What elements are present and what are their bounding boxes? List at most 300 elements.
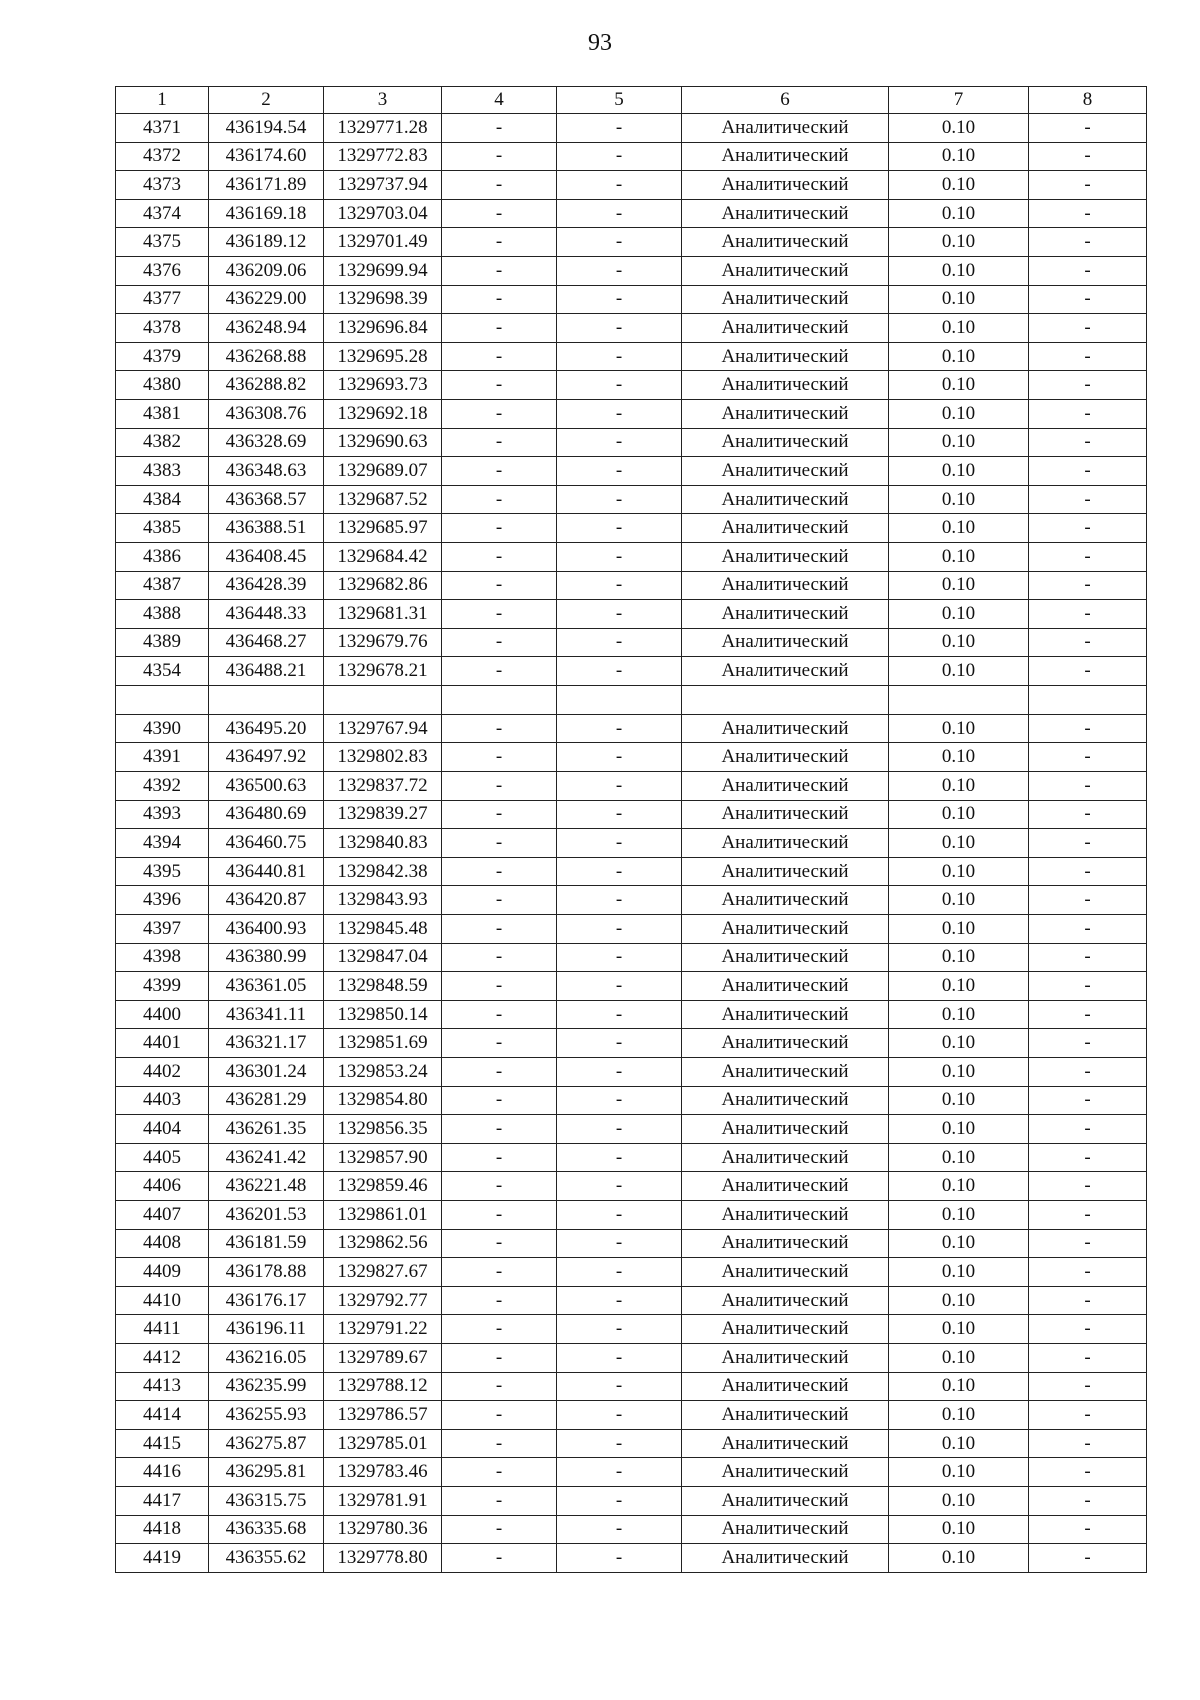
table-cell: - <box>1029 1000 1147 1029</box>
table-cell: - <box>557 1458 682 1487</box>
table-cell: Аналитический <box>682 943 889 972</box>
table-row <box>116 428 1147 457</box>
table-cell: 436368.57 <box>209 485 324 514</box>
table-cell: 1329690.63 <box>324 428 442 457</box>
table-cell: Аналитический <box>682 228 889 257</box>
table-cell: 4393 <box>116 800 209 829</box>
table-cell: 436500.63 <box>209 772 324 801</box>
table-cell: Аналитический <box>682 371 889 400</box>
table-cell: 0.10 <box>889 1258 1029 1287</box>
table-cell: - <box>557 1343 682 1372</box>
table-cell: 4404 <box>116 1115 209 1144</box>
table-cell: 1329687.52 <box>324 485 442 514</box>
table-cell: 1329692.18 <box>324 399 442 428</box>
table-cell: - <box>1029 972 1147 1001</box>
table-cell: 436335.68 <box>209 1515 324 1544</box>
table-cell: Аналитический <box>682 1515 889 1544</box>
table-cell: 0.10 <box>889 1372 1029 1401</box>
table-cell: 4396 <box>116 886 209 915</box>
table-cell <box>682 685 889 714</box>
table-cell: 0.10 <box>889 1200 1029 1229</box>
table-cell: - <box>557 428 682 457</box>
table-cell: - <box>442 314 557 343</box>
table-cell: - <box>1029 600 1147 629</box>
table-cell: 0.10 <box>889 628 1029 657</box>
table-cell: Аналитический <box>682 829 889 858</box>
table-row <box>116 1315 1147 1344</box>
table-cell: Аналитический <box>682 256 889 285</box>
table-cell: Аналитический <box>682 171 889 200</box>
table-cell: - <box>557 485 682 514</box>
table-cell: 4386 <box>116 542 209 571</box>
table-cell: 436275.87 <box>209 1429 324 1458</box>
table-cell: 4415 <box>116 1429 209 1458</box>
table-cell: - <box>1029 1258 1147 1287</box>
table-cell: - <box>557 915 682 944</box>
table-cell: Аналитический <box>682 657 889 686</box>
table-cell: - <box>557 1372 682 1401</box>
table-cell: 436328.69 <box>209 428 324 457</box>
table-cell: - <box>557 1058 682 1087</box>
table-row <box>116 256 1147 285</box>
table-cell: - <box>442 714 557 743</box>
table-cell: Аналитический <box>682 1058 889 1087</box>
table-cell: 436460.75 <box>209 829 324 858</box>
table-cell: 1329786.57 <box>324 1401 442 1430</box>
table-cell: 4407 <box>116 1200 209 1229</box>
table-cell: 436229.00 <box>209 285 324 314</box>
table-cell: 0.10 <box>889 457 1029 486</box>
table-cell: - <box>557 1029 682 1058</box>
table-cell: - <box>1029 1544 1147 1573</box>
table-cell: - <box>1029 943 1147 972</box>
table-cell: Аналитический <box>682 800 889 829</box>
table-cell: - <box>442 886 557 915</box>
table-cell: 436497.92 <box>209 743 324 772</box>
table-cell: Аналитический <box>682 199 889 228</box>
table-cell: 1329689.07 <box>324 457 442 486</box>
table-cell: 436194.54 <box>209 114 324 143</box>
table-cell: 4397 <box>116 915 209 944</box>
table-cell: 0.10 <box>889 915 1029 944</box>
table-row <box>116 485 1147 514</box>
table-cell: 4387 <box>116 571 209 600</box>
table-cell: - <box>442 228 557 257</box>
table-cell: Аналитический <box>682 628 889 657</box>
table-cell: - <box>557 342 682 371</box>
table-cell: - <box>442 600 557 629</box>
table-cell: - <box>557 1115 682 1144</box>
table-cell <box>209 685 324 714</box>
table-cell: 1329827.67 <box>324 1258 442 1287</box>
table-cell: - <box>442 1372 557 1401</box>
table-cell: 4371 <box>116 114 209 143</box>
table-cell: - <box>557 1200 682 1229</box>
table-cell: Аналитический <box>682 886 889 915</box>
table-cell: - <box>1029 714 1147 743</box>
table-row <box>116 1486 1147 1515</box>
table-row <box>116 886 1147 915</box>
table-cell: Аналитический <box>682 1029 889 1058</box>
table-cell: - <box>442 1058 557 1087</box>
table-row <box>116 1372 1147 1401</box>
table-cell: 1329850.14 <box>324 1000 442 1029</box>
table-cell: Аналитический <box>682 142 889 171</box>
table-cell: 1329696.84 <box>324 314 442 343</box>
table-cell: 4391 <box>116 743 209 772</box>
table-cell: 0.10 <box>889 314 1029 343</box>
table-cell: - <box>1029 1429 1147 1458</box>
table-cell: - <box>1029 800 1147 829</box>
table-cell: 436201.53 <box>209 1200 324 1229</box>
table-cell: 4410 <box>116 1286 209 1315</box>
table-cell: - <box>557 542 682 571</box>
table-cell: - <box>557 1515 682 1544</box>
table-cell: - <box>557 1143 682 1172</box>
table-cell: - <box>442 1544 557 1573</box>
table-cell: - <box>442 285 557 314</box>
table-cell: 436355.62 <box>209 1544 324 1573</box>
table-cell: Аналитический <box>682 571 889 600</box>
table-cell: - <box>1029 743 1147 772</box>
table-cell: - <box>442 915 557 944</box>
table-cell: 436400.93 <box>209 915 324 944</box>
table-cell: 436480.69 <box>209 800 324 829</box>
table-cell: 4411 <box>116 1315 209 1344</box>
table-cell: - <box>442 857 557 886</box>
table-cell: 4375 <box>116 228 209 257</box>
table-row <box>116 1058 1147 1087</box>
table-row <box>116 857 1147 886</box>
table-cell: 4412 <box>116 1343 209 1372</box>
table-cell: 4419 <box>116 1544 209 1573</box>
table-cell: - <box>442 514 557 543</box>
table-cell: 4417 <box>116 1486 209 1515</box>
table-row <box>116 915 1147 944</box>
table-cell: - <box>557 256 682 285</box>
table-row <box>116 943 1147 972</box>
table-cell: 0.10 <box>889 600 1029 629</box>
table-cell: 4385 <box>116 514 209 543</box>
table-cell: 436341.11 <box>209 1000 324 1029</box>
table-cell <box>557 685 682 714</box>
table-cell: 0.10 <box>889 1486 1029 1515</box>
table-cell: - <box>442 1172 557 1201</box>
table-row <box>116 571 1147 600</box>
table-cell: 1329837.72 <box>324 772 442 801</box>
table-cell: Аналитический <box>682 1258 889 1287</box>
table-cell: - <box>442 1286 557 1315</box>
table-row <box>116 457 1147 486</box>
table-cell: - <box>557 829 682 858</box>
table-cell: 4382 <box>116 428 209 457</box>
table-cell: 436169.18 <box>209 199 324 228</box>
table-cell: - <box>442 1315 557 1344</box>
table-cell: - <box>1029 1115 1147 1144</box>
table-cell: - <box>1029 1458 1147 1487</box>
table-cell: 1329861.01 <box>324 1200 442 1229</box>
table-cell: - <box>1029 171 1147 200</box>
table-cell: - <box>557 1401 682 1430</box>
table-cell: 1329681.31 <box>324 600 442 629</box>
table-cell: - <box>442 342 557 371</box>
table-row <box>116 1258 1147 1287</box>
table-cell: - <box>557 1315 682 1344</box>
table-row <box>116 1401 1147 1430</box>
table-cell: - <box>442 657 557 686</box>
table-cell: 436388.51 <box>209 514 324 543</box>
table-cell: - <box>1029 886 1147 915</box>
table-cell: - <box>1029 457 1147 486</box>
table-header-row <box>116 87 1147 114</box>
table-cell: 4388 <box>116 600 209 629</box>
table-cell: 436248.94 <box>209 314 324 343</box>
table-cell: - <box>557 772 682 801</box>
table-cell: 1329778.80 <box>324 1544 442 1573</box>
table-cell: 436295.81 <box>209 1458 324 1487</box>
table-cell: Аналитический <box>682 285 889 314</box>
table-cell: 0.10 <box>889 114 1029 143</box>
table-row <box>116 1000 1147 1029</box>
table-cell: - <box>557 399 682 428</box>
table-cell: 1329685.97 <box>324 514 442 543</box>
table-cell: 0.10 <box>889 285 1029 314</box>
table-cell: - <box>1029 1086 1147 1115</box>
table-cell: - <box>557 371 682 400</box>
table-cell: 436361.05 <box>209 972 324 1001</box>
table-cell: 4383 <box>116 457 209 486</box>
table-cell: 0.10 <box>889 1000 1029 1029</box>
table-cell: - <box>442 743 557 772</box>
table-cell: 0.10 <box>889 1086 1029 1115</box>
table-cell <box>324 685 442 714</box>
table-cell: - <box>442 1229 557 1258</box>
table-cell: - <box>442 256 557 285</box>
table-cell: 4376 <box>116 256 209 285</box>
table-row <box>116 600 1147 629</box>
table-cell: - <box>557 743 682 772</box>
table-cell: 4378 <box>116 314 209 343</box>
table-cell: - <box>1029 228 1147 257</box>
table-cell: - <box>1029 772 1147 801</box>
table-row <box>116 342 1147 371</box>
table-cell: - <box>557 1486 682 1515</box>
table-cell: 436468.27 <box>209 628 324 657</box>
table-cell: 4372 <box>116 142 209 171</box>
table-cell: - <box>442 428 557 457</box>
table-cell: Аналитический <box>682 743 889 772</box>
table-cell: 436221.48 <box>209 1172 324 1201</box>
table-cell: 1329788.12 <box>324 1372 442 1401</box>
table-cell: - <box>442 1401 557 1430</box>
table-row <box>116 171 1147 200</box>
table-cell: 436348.63 <box>209 457 324 486</box>
table-cell: 0.10 <box>889 485 1029 514</box>
table-cell <box>116 685 209 714</box>
table-cell: 4380 <box>116 371 209 400</box>
table-cell: 4373 <box>116 171 209 200</box>
table-cell: - <box>442 457 557 486</box>
table-cell: - <box>557 943 682 972</box>
table-cell: - <box>442 1486 557 1515</box>
table-cell: 1329848.59 <box>324 972 442 1001</box>
table-cell: 0.10 <box>889 1172 1029 1201</box>
table-cell: - <box>1029 1343 1147 1372</box>
table-cell: 4418 <box>116 1515 209 1544</box>
table-cell: 436448.33 <box>209 600 324 629</box>
table-cell: - <box>442 1000 557 1029</box>
table-cell: Аналитический <box>682 1229 889 1258</box>
table-cell: - <box>557 571 682 600</box>
table-cell: Аналитический <box>682 1172 889 1201</box>
table-cell: 436428.39 <box>209 571 324 600</box>
table-row <box>116 657 1147 686</box>
table-cell: Аналитический <box>682 428 889 457</box>
table-cell: Аналитический <box>682 1200 889 1229</box>
table-cell: 0.10 <box>889 199 1029 228</box>
table-cell: - <box>1029 256 1147 285</box>
table-row <box>116 1229 1147 1258</box>
table-row <box>116 800 1147 829</box>
table-cell: - <box>557 171 682 200</box>
table-cell: - <box>1029 1229 1147 1258</box>
table-cell: Аналитический <box>682 714 889 743</box>
table-cell: 0.10 <box>889 1515 1029 1544</box>
table-cell: 436315.75 <box>209 1486 324 1515</box>
table-cell: 4398 <box>116 943 209 972</box>
table-cell: - <box>1029 285 1147 314</box>
table-cell: - <box>442 800 557 829</box>
table-cell: - <box>442 371 557 400</box>
table-cell: - <box>557 1429 682 1458</box>
table-cell: 436420.87 <box>209 886 324 915</box>
table-cell: - <box>442 1515 557 1544</box>
table-cell: 436171.89 <box>209 171 324 200</box>
table-row <box>116 628 1147 657</box>
table-cell: - <box>1029 628 1147 657</box>
column-header: 7 <box>889 87 1029 114</box>
table-cell: - <box>557 285 682 314</box>
table-cell: 4390 <box>116 714 209 743</box>
table-cell: 4395 <box>116 857 209 886</box>
table-cell: Аналитический <box>682 1143 889 1172</box>
table-cell: - <box>1029 1172 1147 1201</box>
table-cell: - <box>442 1200 557 1229</box>
table-cell: - <box>1029 371 1147 400</box>
table-cell: 0.10 <box>889 1058 1029 1087</box>
table-cell: - <box>557 1000 682 1029</box>
table-cell: 4384 <box>116 485 209 514</box>
table-row <box>116 1172 1147 1201</box>
table-cell: - <box>557 1172 682 1201</box>
table-row <box>116 1200 1147 1229</box>
table-cell: - <box>442 829 557 858</box>
table-cell: 0.10 <box>889 571 1029 600</box>
column-header: 2 <box>209 87 324 114</box>
table-cell: - <box>557 714 682 743</box>
table-cell: 0.10 <box>889 1401 1029 1430</box>
table-cell: 4381 <box>116 399 209 428</box>
table-cell: - <box>1029 1315 1147 1344</box>
table-cell: 1329703.04 <box>324 199 442 228</box>
table-cell: 0.10 <box>889 1229 1029 1258</box>
table-cell: - <box>442 1458 557 1487</box>
table-cell: 0.10 <box>889 857 1029 886</box>
table-cell <box>442 685 557 714</box>
table-cell: - <box>557 886 682 915</box>
table-cell: 1329682.86 <box>324 571 442 600</box>
table-cell: - <box>1029 342 1147 371</box>
table-cell: 4406 <box>116 1172 209 1201</box>
table-cell: Аналитический <box>682 915 889 944</box>
table-cell: - <box>1029 314 1147 343</box>
table-cell: - <box>557 1544 682 1573</box>
table-cell: - <box>1029 428 1147 457</box>
column-header: 1 <box>116 87 209 114</box>
table-cell: 4379 <box>116 342 209 371</box>
table-cell: Аналитический <box>682 1458 889 1487</box>
table-row <box>116 228 1147 257</box>
table-cell: 0.10 <box>889 1115 1029 1144</box>
table-cell: - <box>442 1115 557 1144</box>
table-cell: 0.10 <box>889 886 1029 915</box>
table-cell: 0.10 <box>889 142 1029 171</box>
table-cell: 0.10 <box>889 1315 1029 1344</box>
table-cell: Аналитический <box>682 600 889 629</box>
table-cell: 0.10 <box>889 772 1029 801</box>
table-cell: 1329791.22 <box>324 1315 442 1344</box>
table-cell: - <box>557 142 682 171</box>
table-cell: 1329684.42 <box>324 542 442 571</box>
table-cell: 436235.99 <box>209 1372 324 1401</box>
table-cell <box>889 685 1029 714</box>
table-cell: 1329845.48 <box>324 915 442 944</box>
table-cell: 0.10 <box>889 228 1029 257</box>
table-cell: - <box>442 943 557 972</box>
table-cell: 0.10 <box>889 743 1029 772</box>
table-cell: Аналитический <box>682 457 889 486</box>
table-cell: 0.10 <box>889 714 1029 743</box>
table-cell: 0.10 <box>889 542 1029 571</box>
table-cell: - <box>1029 114 1147 143</box>
table-cell: 0.10 <box>889 1029 1029 1058</box>
table-cell: - <box>1029 542 1147 571</box>
table-cell: - <box>442 1258 557 1287</box>
table-cell: 436241.42 <box>209 1143 324 1172</box>
table-row <box>116 1544 1147 1573</box>
table-cell: - <box>557 800 682 829</box>
table-cell: 436209.06 <box>209 256 324 285</box>
table-cell: 1329783.46 <box>324 1458 442 1487</box>
table-cell: 436189.12 <box>209 228 324 257</box>
table-cell: - <box>442 542 557 571</box>
table-cell: 1329737.94 <box>324 171 442 200</box>
table-cell: - <box>557 514 682 543</box>
table-row <box>116 1458 1147 1487</box>
table-cell: 0.10 <box>889 171 1029 200</box>
table-cell: - <box>1029 1515 1147 1544</box>
table-cell: 0.10 <box>889 399 1029 428</box>
table-cell: 436196.11 <box>209 1315 324 1344</box>
table-cell: 1329771.28 <box>324 114 442 143</box>
table-cell: 1329701.49 <box>324 228 442 257</box>
table-cell: 1329854.80 <box>324 1086 442 1115</box>
table-cell: - <box>1029 829 1147 858</box>
table-cell: - <box>1029 1200 1147 1229</box>
table-cell: 4394 <box>116 829 209 858</box>
table-cell: Аналитический <box>682 1000 889 1029</box>
column-header: 4 <box>442 87 557 114</box>
